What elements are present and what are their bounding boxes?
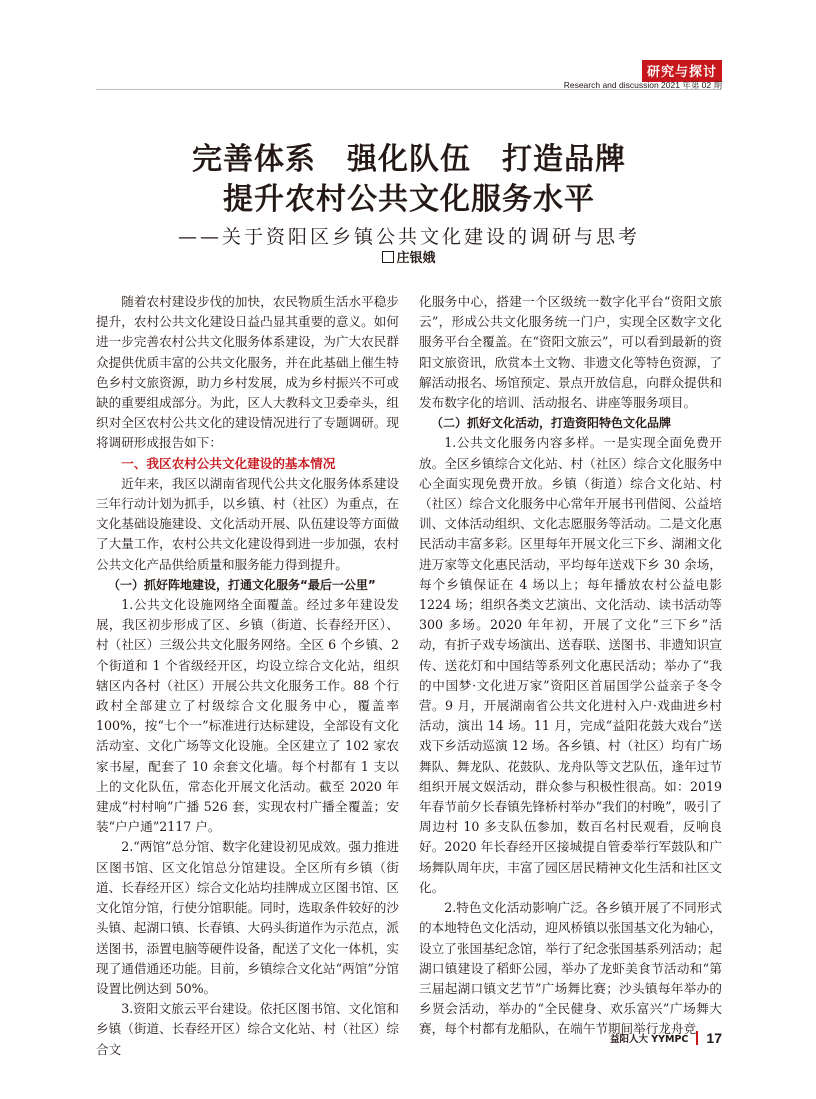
page-number: 17 xyxy=(706,1030,722,1046)
footer-separator xyxy=(696,1031,698,1045)
header-rule xyxy=(96,89,722,90)
paragraph: 1.公共文化设施网络全面覆盖。经过多年建设发展，我区初步形成了区、乡镇（街道、长春经开区）、村（社区）三级公共文化服务网络。全区 6 个乡镇、2 个街道和 1 个省级经开区，均设立综合文化站，组织辖区内各村（社区）开展公共文化服务工作。88 个行政村全部建立了村级综合文化服务中心，覆盖率 100%，按“七个一”标准进行达标建设，全部设有文化活动室、文化广场等文化设施。全区建立了 102 家农家书屋，配套了 10 余套文化墙。每个村都有 1 支以上的文化队伍，常态化开展文化活动。截至 2020 年建成“村村响”广播 526 套，实现农村广播全覆盖；安装“户户通”2117 户。 xyxy=(96,597,399,835)
author-box-icon xyxy=(382,251,394,263)
paragraph: 化服务中心，搭建一个区级统一数字化平台“资阳文旅云”，形成公共文化服务统一门户，实现全区数字文化服务平台全覆盖。在“资阳文旅云”，可以看到最新的资阳文旅资讯，欣赏本土文物、非遗文化等特色资源，了解活动报名、场馆预定、景点开放信息，向群众提供和发布数字化的培训、活动报名、讲座等服务项目。 xyxy=(419,294,722,411)
paragraph: 近年来，我区以湖南省现代公共文化服务体系建设三年行动计划为抓手，以乡镇、村（社区）为重点，在文化基础设施建设、文化活动开展、队伍建设等方面做了大量工作，农村公共文化建设得到进一步加强，农村公共文化产品供给质量和服务能力得到提升。 xyxy=(96,475,399,572)
issue-line: Research and discussion 2021 年第 02 期 xyxy=(563,80,722,90)
paragraph: 随着农村建设步伐的加快，农民物质生活水平稳步提升，农村公共文化建设日益凸显其重要的意义。如何进一步完善农村公共文化服务体系建设，为广大农民群众提供优质丰富的公共文化服务，并在此基础上催生特色乡村文旅资源，助力乡村发展，成为乡村振兴不可或缺的重要组成部分。为此，区人大教科文卫委牵头，组织对全区农村公共文化的建设情况进行了专题调研。现将调研形成报告如下： xyxy=(96,294,399,451)
paragraph: 1.公共文化服务内容多样。一是实现全面免费开放。全区乡镇综合文化站、村（社区）综合文化服务中心全面实现免费开放。乡镇（街道）综合文化站、村（社区）综合文化服务中心常年开展书刊借阅、公益培训、文体活动组织、文化志愿服务等活动。二是文化惠民活动丰富多彩。区里每年开展文化三下乡、湖湘文化进万家等文化惠民活动，平均每年送戏下乡 30 余场，每个乡镇保证在 4 场以上；每年播放农村公益电影 1224 场；组织各类文艺演出、文化活动、读书活动等 300 多场。2020 年年初，开展了文化“三下乡”活动，有折子戏专场演出、送春联、送图书、非遗知识宣传、送花灯和中国结等系列文化惠民活动；举办了“我的中国梦·文化进万家”资阳区首届国学公益亲子冬令营。9 月，开展湖南省公共文化进村入户·戏曲进乡村活动，演出 14 场。11 月，完成“益阳花鼓大戏台”送戏下乡活动巡演 12 场。各乡镇、村（社区）均有广场舞队、舞龙队、花鼓队、龙舟队等文艺队伍，逢年过节组织开展文娱活动，群众参与积极性很高。如：2019 年春节前夕长春镇先锋桥村举办“我们的村晚”，吸引了周边村 10 多支队伍参加，数百名村民观看，反响良好。2020 年长春经开区接城提自管委举行军鼓队和广场舞队周年庆，丰富了园区居民精神文化生活和社区文化。 xyxy=(419,435,722,895)
subsection-heading-2: （二）抓好文化活动，打造资阳特色文化品牌 xyxy=(431,416,672,431)
article-subtitle: ——关于资阳区乡镇公共文化建设的调研与思考 xyxy=(177,226,640,248)
section-tag: 研究与探讨 xyxy=(642,60,722,82)
page-footer xyxy=(610,1030,722,1046)
left-column xyxy=(96,292,399,1060)
footer-journal: 益阳人大 YYMPC xyxy=(609,1034,689,1045)
section-heading-1: 一、我区农村公共文化建设的基本情况 xyxy=(121,455,336,471)
subsection-heading-1: （一）抓好阵地建设，打通文化服务“最后一公里” xyxy=(108,577,376,592)
paragraph: 2.特色文化活动影响广泛。各乡镇开展了不同形式的本地特色文化活动，迎风桥镇以张国基文化为轴心，设立了张国基纪念馆，举行了纪念张国基系列活动；起湖口镇建设了稻虾公园，举办了龙虾美食节活动和“第三届起湖口镇文艺节”广场舞比赛；沙头镇每年举办的乡贤会活动，举办的“全民健身、欢乐富兴”广场舞大赛，每个村都有龙船队，在端午节期间举行龙舟竞 xyxy=(419,900,722,1037)
paragraph: 2.“两馆”总分馆、数字化建设初见成效。强力推进区图书馆、区文化馆总分馆建设。全区所有乡镇（街道、长春经开区）综合文化站均挂牌成立区图书馆、区文化馆分馆，行使分馆职能。同时，选取条件较好的沙头镇、起湖口镇、长春镇、大码头街道作为示范点，派送图书，添置电脑等硬件设备，配送了文化一体机，实现了通借通还功能。目前，乡镇综合文化站“两馆”分馆设置比例达到 50%。 xyxy=(96,839,399,996)
author-name: 庄银娥 xyxy=(396,251,436,266)
author-line xyxy=(96,250,722,268)
right-column xyxy=(419,292,722,1040)
paragraph: 3.资阳文旅云平台建设。依托区图书馆、文化馆和乡镇（街道、长春经开区）综合文化站、村（社区）综合文 xyxy=(96,1001,399,1057)
article-title-line1: 完善体系 强化队伍 打造品牌 xyxy=(192,142,626,177)
article-title-block xyxy=(96,140,722,268)
article-title-line2: 提升农村公共文化服务水平 xyxy=(223,182,595,217)
